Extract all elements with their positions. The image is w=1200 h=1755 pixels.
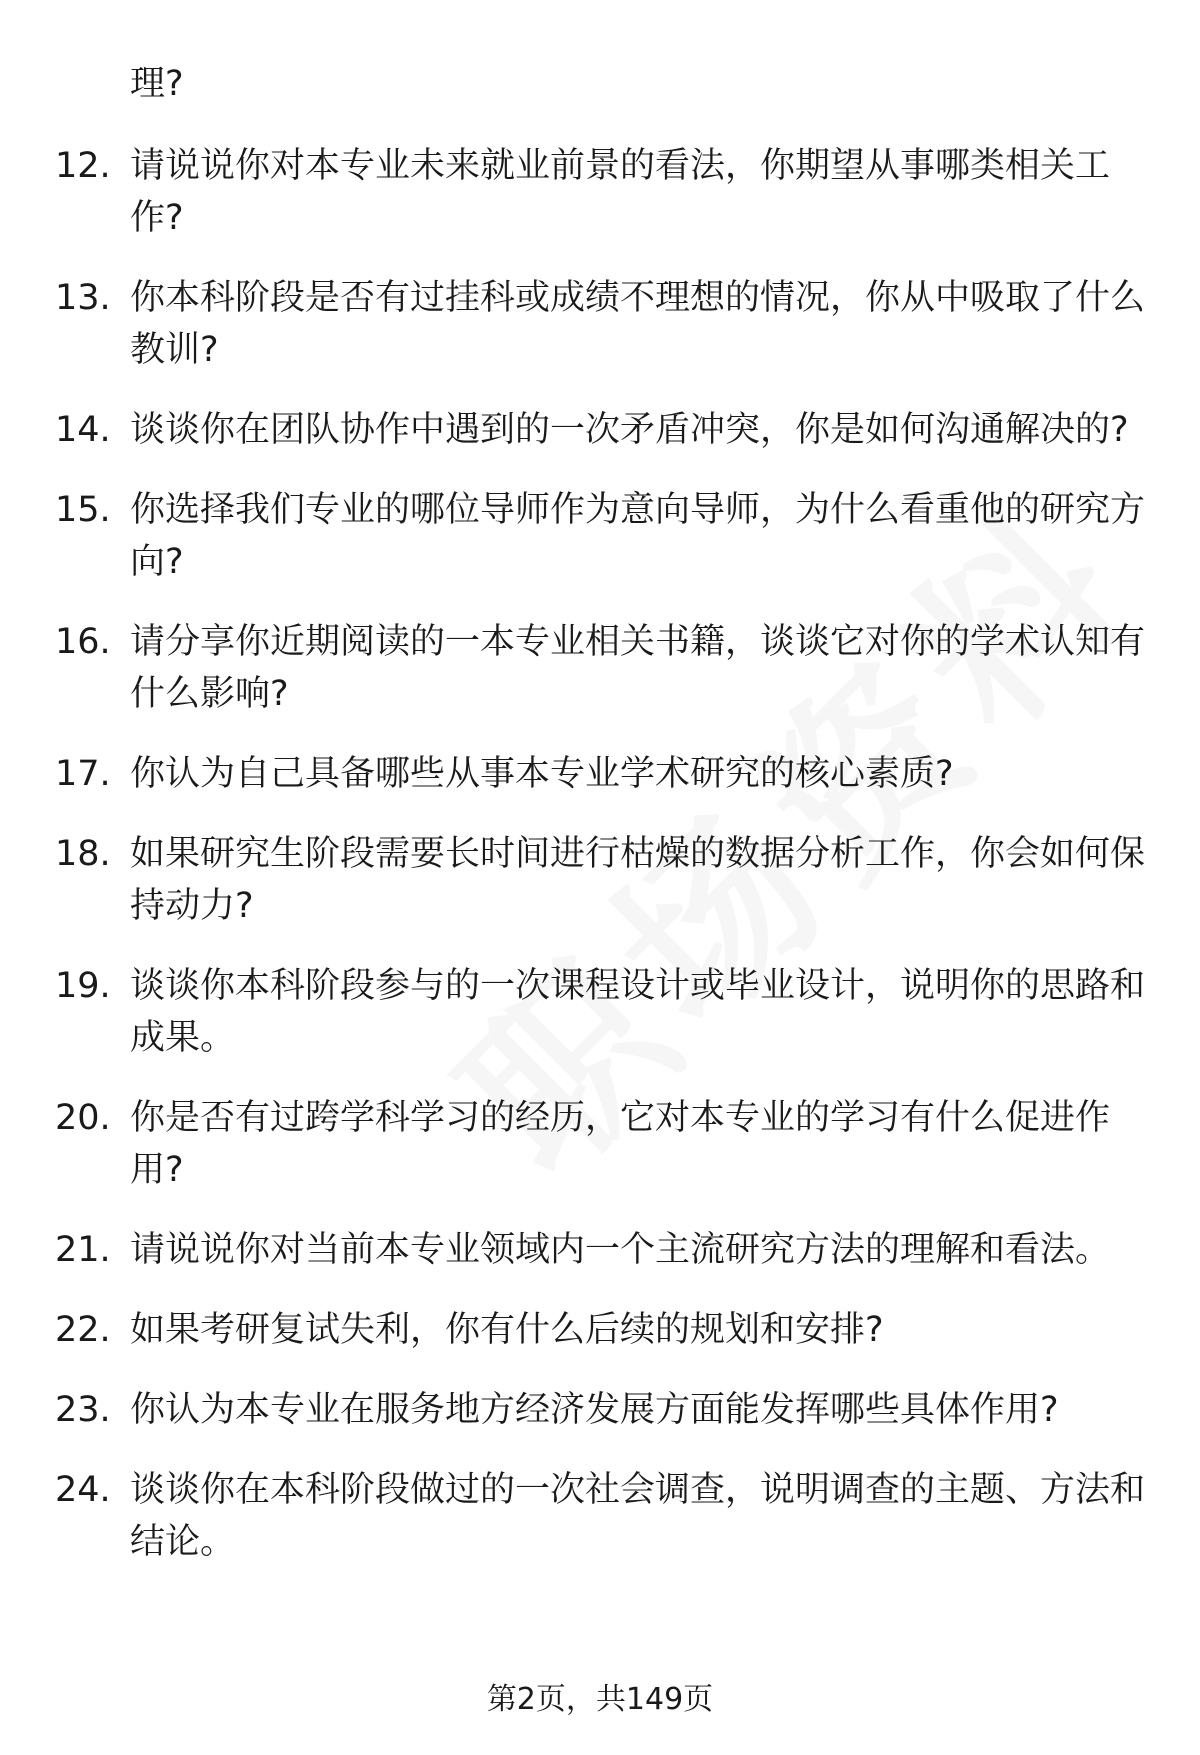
question-number: 14. (55, 410, 111, 450)
question-text: 谈谈你在团队协作中遇到的一次矛盾冲突，你是如何沟通解决的? (130, 410, 1129, 450)
question-item (0, 1224, 1200, 1276)
question-text: 请说说你对当前本专业领域内一个主流研究方法的理解和看法。 (130, 1230, 1111, 1270)
question-item (0, 828, 1200, 932)
question-number: 18. (55, 834, 111, 874)
question-item (0, 1384, 1200, 1436)
question-text: 请说说你对本专业未来就业前景的看法，你期望从事哪类相关工作? (130, 146, 1111, 238)
question-list (0, 140, 1200, 1596)
question-text: 请分享你近期阅读的一本专业相关书籍，谈谈它对你的学术认知有什么影响? (130, 622, 1146, 714)
question-number: 13. (55, 278, 111, 318)
question-item (0, 1464, 1200, 1568)
question-text: 谈谈你在本科阶段做过的一次社会调查，说明调查的主题、方法和结论。 (130, 1470, 1146, 1562)
question-number: 17. (55, 754, 111, 794)
question-continuation: 理? (130, 64, 184, 104)
question-item (0, 1304, 1200, 1356)
question-number: 19. (55, 966, 111, 1006)
question-item (0, 748, 1200, 800)
question-text: 你选择我们专业的哪位导师作为意向导师，为什么看重他的研究方向? (130, 490, 1146, 582)
question-number: 15. (55, 490, 111, 530)
question-number: 12. (55, 146, 111, 186)
question-number: 20. (55, 1098, 111, 1138)
question-number: 21. (55, 1230, 111, 1270)
question-text: 谈谈你本科阶段参与的一次课程设计或毕业设计，说明你的思路和成果。 (130, 966, 1146, 1058)
page-footer: 第2页，共149页 (486, 1682, 714, 1717)
question-item (0, 140, 1200, 244)
question-item (0, 1092, 1200, 1196)
question-number: 23. (55, 1390, 111, 1430)
question-item (0, 404, 1200, 456)
question-text: 如果考研复试失利，你有什么后续的规划和安排? (130, 1310, 884, 1350)
question-item (0, 616, 1200, 720)
question-number: 22. (55, 1310, 111, 1350)
question-text: 你认为本专业在服务地方经济发展方面能发挥哪些具体作用? (130, 1390, 1059, 1430)
question-text: 你本科阶段是否有过挂科或成绩不理想的情况，你从中吸取了什么教训? (130, 278, 1146, 370)
question-item (0, 960, 1200, 1064)
question-text: 你是否有过跨学科学习的经历，它对本专业的学习有什么促进作用? (130, 1098, 1111, 1190)
question-number: 16. (55, 622, 111, 662)
question-item (0, 484, 1200, 588)
question-text: 如果研究生阶段需要长时间进行枯燥的数据分析工作，你会如何保持动力? (130, 834, 1146, 926)
question-item (0, 272, 1200, 376)
question-number: 24. (55, 1470, 111, 1510)
question-text: 你认为自己具备哪些从事本专业学术研究的核心素质? (130, 754, 954, 794)
